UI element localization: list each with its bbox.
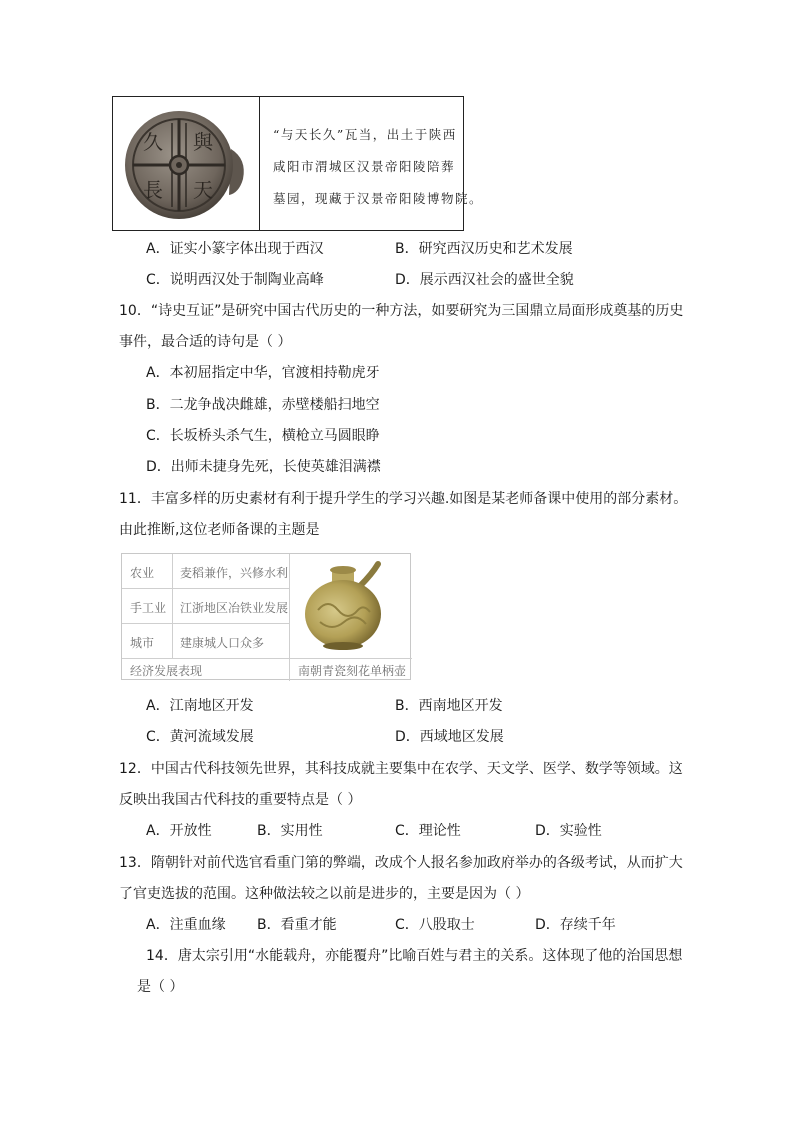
table-label: 农业 <box>130 566 155 580</box>
q10-stem-line: 事件，最合适的诗句是（ ） <box>119 334 292 350</box>
q11-option-b: B．西南地区开发 <box>395 698 503 714</box>
q13-option-d: D．存续千年 <box>535 917 616 933</box>
q9-option-b: B．研究西汉历史和艺术发展 <box>395 241 573 257</box>
tile-caption-line: “与天长久”瓦当，出土于陕西 <box>273 127 457 142</box>
table-footer-right: 南朝青瓷刻花单柄壶 <box>298 664 407 678</box>
q14-stem-line: 是（ ） <box>137 979 184 995</box>
q10-stem-line: 10．“诗史互证”是研究中国古代历史的一种方法，如要研究为三国鼎立局面形成奠基的历史 <box>119 303 684 319</box>
q13-stem-line: 了官吏选拔的范围。这种做法较之以前是进步的，主要是因为（ ） <box>119 886 530 902</box>
tile-glyph-2: 天 <box>193 178 213 202</box>
q9-option-a: A．证实小篆字体出现于西汉 <box>146 241 324 257</box>
q12-option-b: B．实用性 <box>257 823 323 839</box>
tile-caption-line: 咸阳市渭城区汉景帝阳陵陪葬 <box>273 159 456 174</box>
tile-figure <box>112 96 484 231</box>
table-value: 麦稻兼作，兴修水利 <box>180 566 289 580</box>
table-value: 建康城人口众多 <box>180 636 265 650</box>
figure-divider <box>259 97 260 230</box>
table-footer-left: 经济发展表现 <box>130 664 203 678</box>
q9-option-d: D．展示西汉社会的盛世全貌 <box>395 272 574 288</box>
q10-option-d: D．出师未捷身先死，长使英雄泪满襟 <box>146 459 381 475</box>
q10-option-b: B．二龙争战决雌雄，赤壁楼船扫地空 <box>146 397 380 413</box>
table-label: 手工业 <box>130 601 167 615</box>
q11-stem-line: 11．丰富多样的历史素材有利于提升学生的学习兴趣.如图是某老师备课中使用的部分素材。 <box>119 491 688 507</box>
economy-table <box>121 553 411 680</box>
tile-glyph-4: 久 <box>143 130 163 154</box>
q12-option-d: D．实验性 <box>535 823 602 839</box>
q11-option-c: C．黄河流域发展 <box>146 729 254 745</box>
tile-glyph-3: 長 <box>143 178 163 202</box>
wadang-tile-image <box>119 109 251 221</box>
q11-option-a: A．江南地区开发 <box>146 698 254 714</box>
q11-option-d: D．西域地区发展 <box>395 729 504 745</box>
q10-option-c: C．长坂桥头杀气生，横枪立马圆眼睁 <box>146 428 380 444</box>
celadon-ewer-image <box>298 560 390 654</box>
q12-option-a: A．开放性 <box>146 823 212 839</box>
q11-stem-line: 由此推断,这位老师备课的主题是 <box>119 522 320 538</box>
q14-stem-line: 14．唐太宗引用“水能载舟，亦能覆舟”比喻百姓与君主的关系。这体现了他的治国思想 <box>146 948 683 964</box>
q13-option-a: A．注重血缘 <box>146 917 226 933</box>
tile-caption-line: 墓园，现藏于汉景帝阳陵博物院。 <box>273 191 484 206</box>
q13-stem-line: 13．隋朝针对前代选官看重门第的弊端，改成个人报名参加政府举办的各级考试，从而扩大 <box>119 855 683 871</box>
q13-option-c: C．八股取士 <box>395 917 475 933</box>
table-value: 江浙地区冶铁业发展 <box>180 601 289 615</box>
q9-option-c: C．说明西汉处于制陶业高峰 <box>146 272 324 288</box>
q12-option-c: C．理论性 <box>395 823 461 839</box>
q13-option-b: B．看重才能 <box>257 917 337 933</box>
tile-glyph-1: 與 <box>193 130 213 154</box>
q12-stem-line: 12．中国古代科技领先世界，其科技成就主要集中在农学、天文学、医学、数学等领域。这 <box>119 761 683 777</box>
q12-stem-line: 反映出我国古代科技的重要特点是（ ） <box>119 792 362 808</box>
table-label: 城市 <box>130 636 155 650</box>
q10-option-a: A．本初屈指定中华，官渡相持勒虎牙 <box>146 365 380 381</box>
